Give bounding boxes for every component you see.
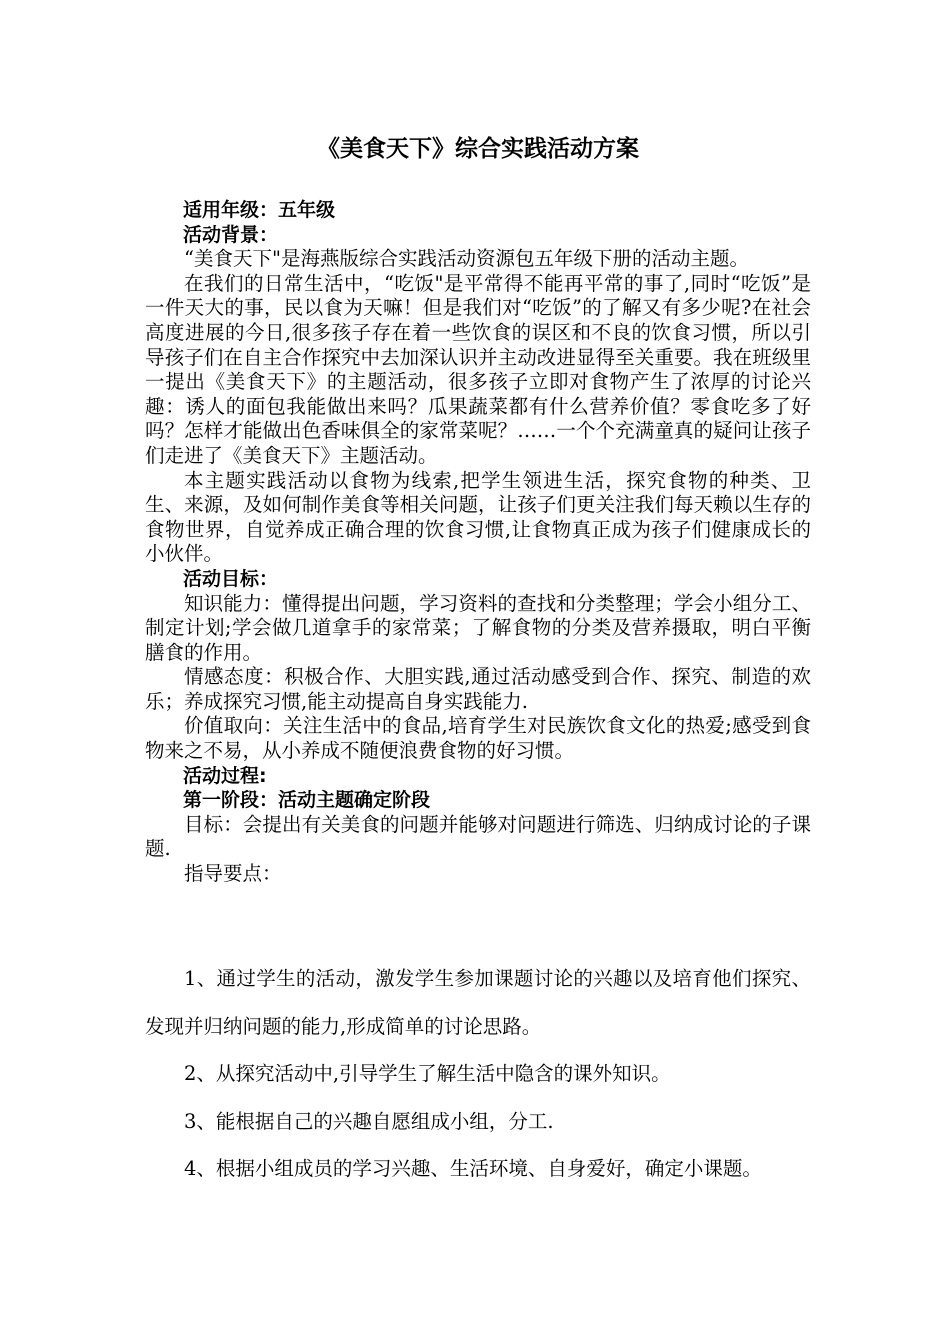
- guide-point: 3、能根据自己的兴趣自愿组成小组，分工.: [184, 1109, 554, 1133]
- goals-paragraph: 情感态度：积极合作、大胆实践,通过活动感受到合作、探究、制造的欢乐；养成探究习惯,能主动提高自身实践能力.: [145, 665, 811, 713]
- goals-paragraph: 知识能力：懂得提出问题，学习资料的查找和分类整理；学会小组分工、制定计划;学会做几道拿手的家常菜；了解食物的分类及营养摄取，明白平衡膳食的作用。: [145, 591, 811, 664]
- guide-point: 2、从探究活动中,引导学生了解生活中隐含的课外知识。: [184, 1062, 671, 1085]
- background-heading: 活动背景：: [183, 223, 279, 246]
- document-title: 《美食天下》综合实践活动方案: [317, 136, 639, 162]
- background-paragraph: 在我们的日常生活中，“吃饭"是平常得不能再平常的事了,同时“吃饭”是一件天大的事，民以食为天嘛！但是我们对“吃饭”的了解又有多少呢?在社会高度进展的今日,很多孩子存在着一些饮食的误区和不良的饮食习惯，所以引导孩子们在自主合作探究中去加深认识并主动改进显得至关重要。我在班级里一提出《美食天下》的主题活动，很多孩子立即对食物产生了浓厚的讨论兴趣：诱人的面包我能做出来吗？瓜果蔬菜都有什么营养价值？零食吃多了好吗？怎样才能做出色香味俱全的家常菜呢？……一个个充满童真的疑问让孩子们走进了《美食天下》主题活动。: [145, 271, 811, 467]
- guide-heading: 指导要点：: [184, 862, 282, 886]
- grade-heading: 适用年级：五年级: [183, 199, 336, 221]
- goals-heading: 活动目标：: [183, 567, 279, 590]
- stage1-heading: 第一阶段：活动主题确定阶段: [183, 789, 431, 812]
- background-paragraph: “美食天下"是海燕版综合实践活动资源包五年级下册的活动主题。: [184, 247, 749, 271]
- guide-point: 1、通过学生的活动，激发学生参加课题讨论的兴趣以及培育他们探究、发现并归纳问题的能力,形成简单的讨论思路。: [145, 967, 811, 1038]
- guide-points-list: [145, 955, 811, 1193]
- document-body: [145, 198, 811, 887]
- goals-paragraph: 价值取向：关注生活中的食品,培育学生对民族饮食文化的热爱;感受到食物来之不易，从小养成不随便浪费食物的好习惯。: [145, 714, 811, 763]
- process-heading: 活动过程:: [183, 764, 267, 787]
- guide-point: 4、根据小组成员的学习兴趣、生活环境、自身爱好，确定小课题。: [184, 1157, 762, 1180]
- background-paragraph: 本主题实践活动以食物为线索,把学生领进生活，探究食物的种类、卫生、来源，及如何制作美食等相关问题，让孩子们更关注我们每天赖以生存的食物世界，自觉养成正确合理的饮食习惯,让食物真正成为孩子们健康成长的小伙伴。: [145, 468, 811, 566]
- stage1-goal: 目标：会提出有关美食的问题并能够对问题进行筛选、归纳成讨论的子课题.: [145, 812, 811, 861]
